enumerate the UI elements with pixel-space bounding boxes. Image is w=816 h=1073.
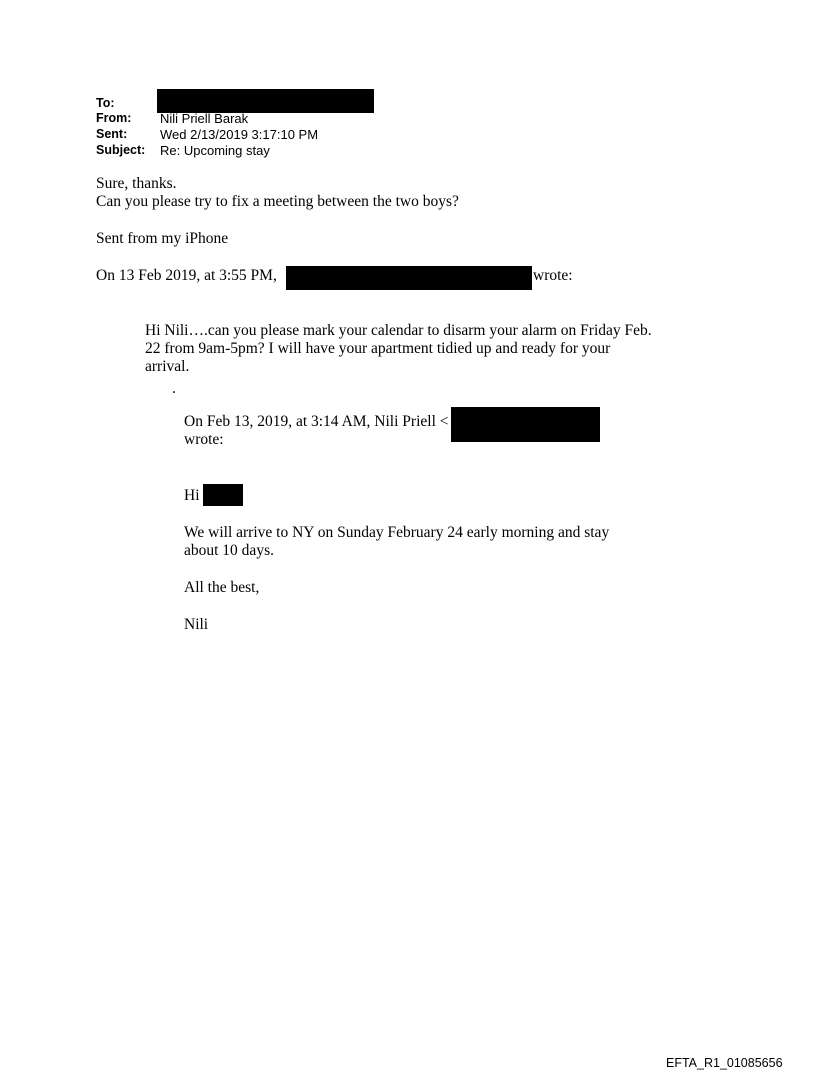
quote2-attribution-prefix: On Feb 13, 2019, at 3:14 AM, Nili Priell < [184,413,449,430]
quote2-line-2: about 10 days. [184,542,274,559]
sent-label: Sent: [96,127,128,141]
from-value: Nili Priell Barak [160,111,249,126]
quote1-line-1: Hi Nili….can you please mark your calendar to disarm your alarm on Friday Feb. [145,322,652,339]
quote1-line-3: arrival. [145,358,190,375]
quote1-attribution-suffix: wrote: [533,267,573,284]
quote2-attribution-line-2: wrote: [184,431,224,448]
redacted-email [451,407,600,442]
quote1-attribution-prefix: On 13 Feb 2019, at 3:55 PM, [96,267,277,284]
sent-value: Wed 2/13/2019 3:17:10 PM [160,127,319,142]
quote1-dot: . [172,380,176,397]
document-id: EFTA_R1_01085656 [666,1056,783,1070]
subject-label: Subject: [96,143,146,157]
redacted-name [203,484,243,506]
from-label: From: [96,111,132,125]
redacted-recipient [157,89,374,113]
reply-signature: Sent from my iPhone [96,230,229,247]
quote2-greeting: Hi [184,487,200,504]
quote2-name: Nili [184,616,209,633]
quote2-closing: All the best, [184,579,260,596]
reply-line-1: Sure, thanks. [96,175,177,192]
to-label: To: [96,96,115,110]
redacted-sender [286,266,532,290]
quote1-line-2: 22 from 9am-5pm? I will have your apartment tidied up and ready for your [145,340,611,357]
reply-line-2: Can you please try to fix a meeting between the two boys? [96,193,459,210]
subject-value: Re: Upcoming stay [160,143,270,158]
quote2-line-1: We will arrive to NY on Sunday February 24 early morning and stay [184,524,610,541]
